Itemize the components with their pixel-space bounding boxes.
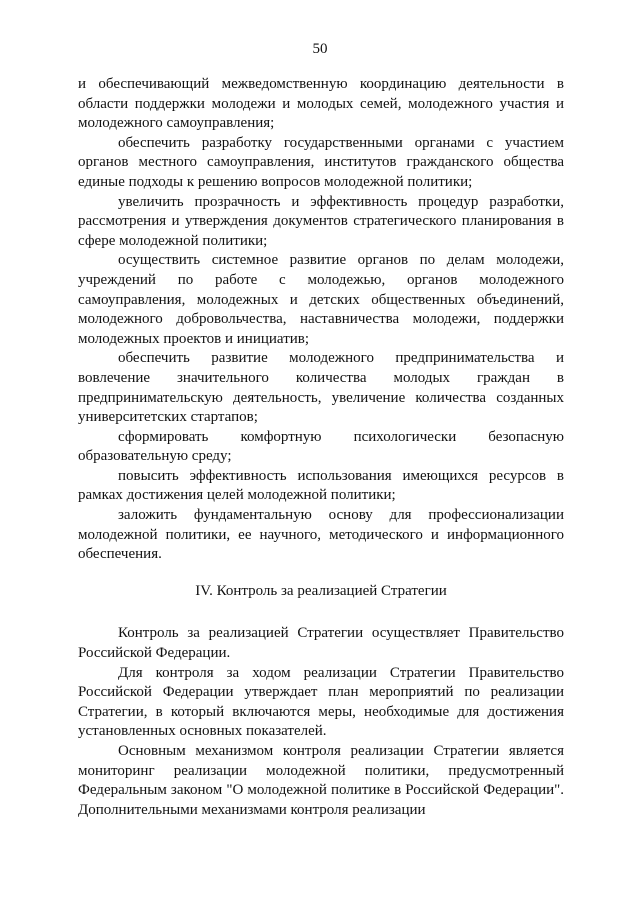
paragraph: Основным механизмом контроля реализации Стратегии является мониторинг реализации молодежной политики, предусмотренный Федеральным законом "О молодежной политике в Российской Федерации". Дополнительными механизмами контроля реализации	[78, 743, 564, 818]
page-number: 50	[312, 41, 328, 57]
document-body	[78, 75, 564, 820]
section-heading: IV. Контроль за реализацией Стратегии	[195, 582, 447, 599]
paragraph: обеспечить развитие молодежного предпринимательства и вовлечение значительного количества молодых граждан в предпринимательскую деятельность, увеличение количества созданных университетских стартапов;	[78, 350, 564, 426]
paragraph: и обеспечивающий межведомственную координацию деятельности в области поддержки молодежи и молодых семей, молодежного участия и молодежного самоуправления;	[78, 76, 564, 132]
paragraph: Для контроля за ходом реализации Стратегии Правительство Российской Федерации утверждает план мероприятий по реализации Стратегии, в который включаются меры, необходимые для достижения установленных основных показателей.	[78, 664, 564, 740]
paragraph: обеспечить разработку государственными органами с участием органов местного самоуправления, институтов гражданского общества единые подходы к решению вопросов молодежной политики;	[78, 134, 564, 190]
paragraph: сформировать комфортную психологически безопасную образовательную среду;	[78, 428, 564, 465]
paragraph: осуществить системное развитие органов по делам молодежи, учреждений по работе с молодежью, органов молодежного самоуправления, молодежных и детских общественных объединений, молодежного добровольчества, наставничества молодежи, поддержки молодежных проектов и инициатив;	[78, 252, 564, 347]
paragraph: Контроль за реализацией Стратегии осуществляет Правительство Российской Федерации.	[78, 625, 564, 662]
paragraph: заложить фундаментальную основу для профессионализации молодежной политики, ее научного, методического и информационного обеспечения.	[78, 507, 564, 563]
paragraphs-after-heading	[78, 624, 564, 820]
paragraph: повысить эффективность использования имеющихся ресурсов в рамках достижения целей молодежной политики;	[78, 467, 564, 504]
paragraphs-before-heading	[78, 75, 564, 565]
paragraph: увеличить прозрачность и эффективность процедур разработки, рассмотрения и утверждения документов стратегического планирования в сфере молодежной политики;	[78, 193, 564, 249]
